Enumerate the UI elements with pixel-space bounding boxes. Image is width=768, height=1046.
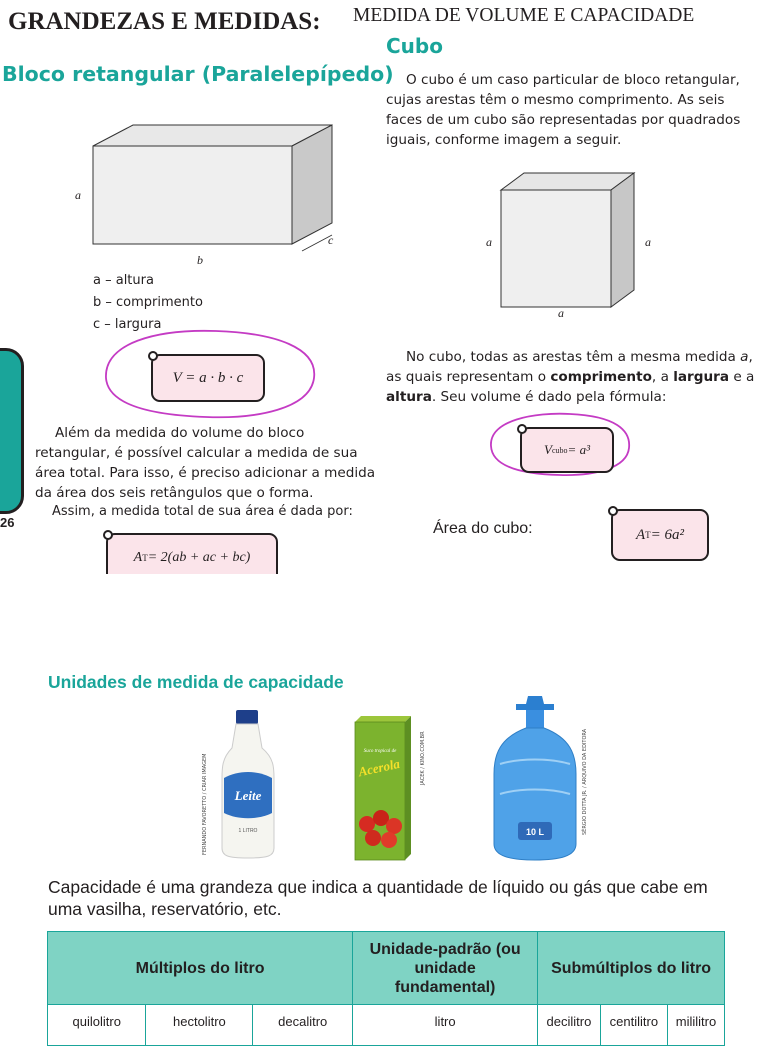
milk-label-text: Leite [234, 788, 262, 803]
table-row [48, 1005, 725, 1046]
area-intro-text: Assim, a medida total de sua área é dada por: [52, 504, 353, 519]
credit-water: SÉRGIO DOTTA JR. / ARQUIVO DA EDITORA [582, 728, 588, 835]
area-cubo-label: Área do cubo: [433, 520, 533, 537]
paragraph-area-total: Além da medida do volume do bloco retangular, é possível calcular a medida de sua área total. Para isso, é preciso adicionar a medida da área dos seis retângulos que o forma. [35, 425, 376, 501]
water-jug-image [490, 694, 580, 862]
capacidade-description: Capacidade é uma grandeza que indica a quantidade de líquido ou gás que cabe em uma vasilha, reservatório, etc. [48, 877, 708, 919]
cell-litro: litro [353, 1005, 538, 1046]
water-label-text: 10 L [525, 827, 545, 837]
legend-largura: c – largura [93, 317, 162, 332]
cube-label-bottom: a [558, 306, 564, 320]
credit-milk: FERNANDO FAVORETTO / CRIAR IMAGEM [202, 753, 208, 855]
cell-decilitro: decilitro [538, 1005, 601, 1046]
legend-altura: a – altura [93, 273, 154, 288]
block-side-face [292, 125, 332, 244]
credit-juice: JACEK / KINO.COM.BR [420, 731, 426, 785]
p2-part2: , as quais representam o [386, 349, 753, 385]
block-label-a: a [75, 188, 81, 202]
p2-bold-comprimento: comprimento [550, 369, 652, 385]
cube-figure [490, 168, 640, 313]
cube-area-rhs: = 6a² [650, 526, 685, 543]
legend-comprimento: b – comprimento [93, 295, 203, 310]
cube-label-right: a [645, 235, 651, 249]
cell-decalitro: decalitro [253, 1005, 353, 1046]
table-header-row [48, 932, 725, 1005]
rectangular-block-figure [70, 118, 350, 278]
block-top-face [93, 125, 332, 146]
area-formula-block-lhs: A [133, 550, 143, 565]
heading-cubo: Cubo [386, 34, 443, 58]
cube-volume-sub: cubo [551, 445, 568, 455]
p2-bold-altura: altura [386, 389, 432, 405]
area-formula-cube [611, 509, 709, 561]
juice-box-image [351, 714, 415, 862]
block-label-c: c [328, 233, 334, 247]
heading-bloco-retangular: Bloco retangular (Paralelepípedo) [2, 62, 394, 86]
juice-sub-text: Suco tropical de [363, 749, 397, 754]
p2-part3: , a [651, 369, 674, 385]
page-subtitle: MEDIDA DE VOLUME E CAPACIDADE [353, 5, 695, 26]
header-unidade-padrao: Unidade-padrão (ou unidade fundamental) [353, 932, 538, 1005]
cube-area-sub: T [645, 530, 651, 540]
volume-formula-cube [520, 427, 614, 473]
p2-part5: . Seu volume é dado pela fórmula: [431, 389, 667, 405]
header-submultiplos: Submúltiplos do litro [538, 932, 725, 1005]
area-formula-block [106, 533, 278, 574]
cube-volume-lhs: V [544, 442, 552, 457]
cell-hectolitro: hectolitro [146, 1005, 253, 1046]
p2-part1: No cubo, todas as arestas têm a mesma medida [406, 349, 741, 365]
cell-quilolitro: quilolitro [48, 1005, 146, 1046]
area-formula-block-sub: T [142, 553, 148, 563]
capacity-units-table [47, 931, 725, 1046]
page-number: 26 [0, 515, 15, 530]
side-tab-decoration [0, 348, 24, 514]
area-formula-block-rhs: = 2(ab + ac + bc) [147, 550, 251, 565]
paragraph-cubo-arestas [386, 347, 756, 407]
cube-label-left: a [486, 235, 492, 249]
cell-centilitro: centilitro [600, 1005, 667, 1046]
milk-bottle-image [218, 708, 278, 860]
juice-label-text: Acerola [357, 755, 402, 780]
p2-bold-largura: largura [673, 369, 730, 385]
cube-side-face [611, 173, 634, 307]
cube-area-lhs: A [635, 526, 646, 543]
area-formula-block-clip [100, 527, 290, 574]
header-multiplos: Múltiplos do litro [48, 932, 353, 1005]
paragraph-cubo: O cubo é um caso particular de bloco retangular, cujas arestas têm o mesmo comprimento. As seis faces de um cubo são representadas por quadrados iguais, conforme imagem a seguir. [386, 72, 741, 148]
heading-capacidade: Unidades de medida de capacidade [48, 672, 344, 692]
volume-formula-block: V = a · b · c [151, 354, 265, 402]
cell-mililitro: mililitro [668, 1005, 725, 1046]
p2-part4: e a [729, 369, 755, 385]
cube-front-face [501, 190, 611, 307]
page-title: GRANDEZAS E MEDIDAS: [8, 8, 321, 35]
milk-volume-text: 1 LITRO [238, 828, 258, 834]
block-label-b: b [197, 253, 203, 267]
cube-volume-rhs: = a³ [567, 442, 590, 457]
block-front-face [93, 146, 292, 244]
p2-var: a [740, 349, 749, 365]
